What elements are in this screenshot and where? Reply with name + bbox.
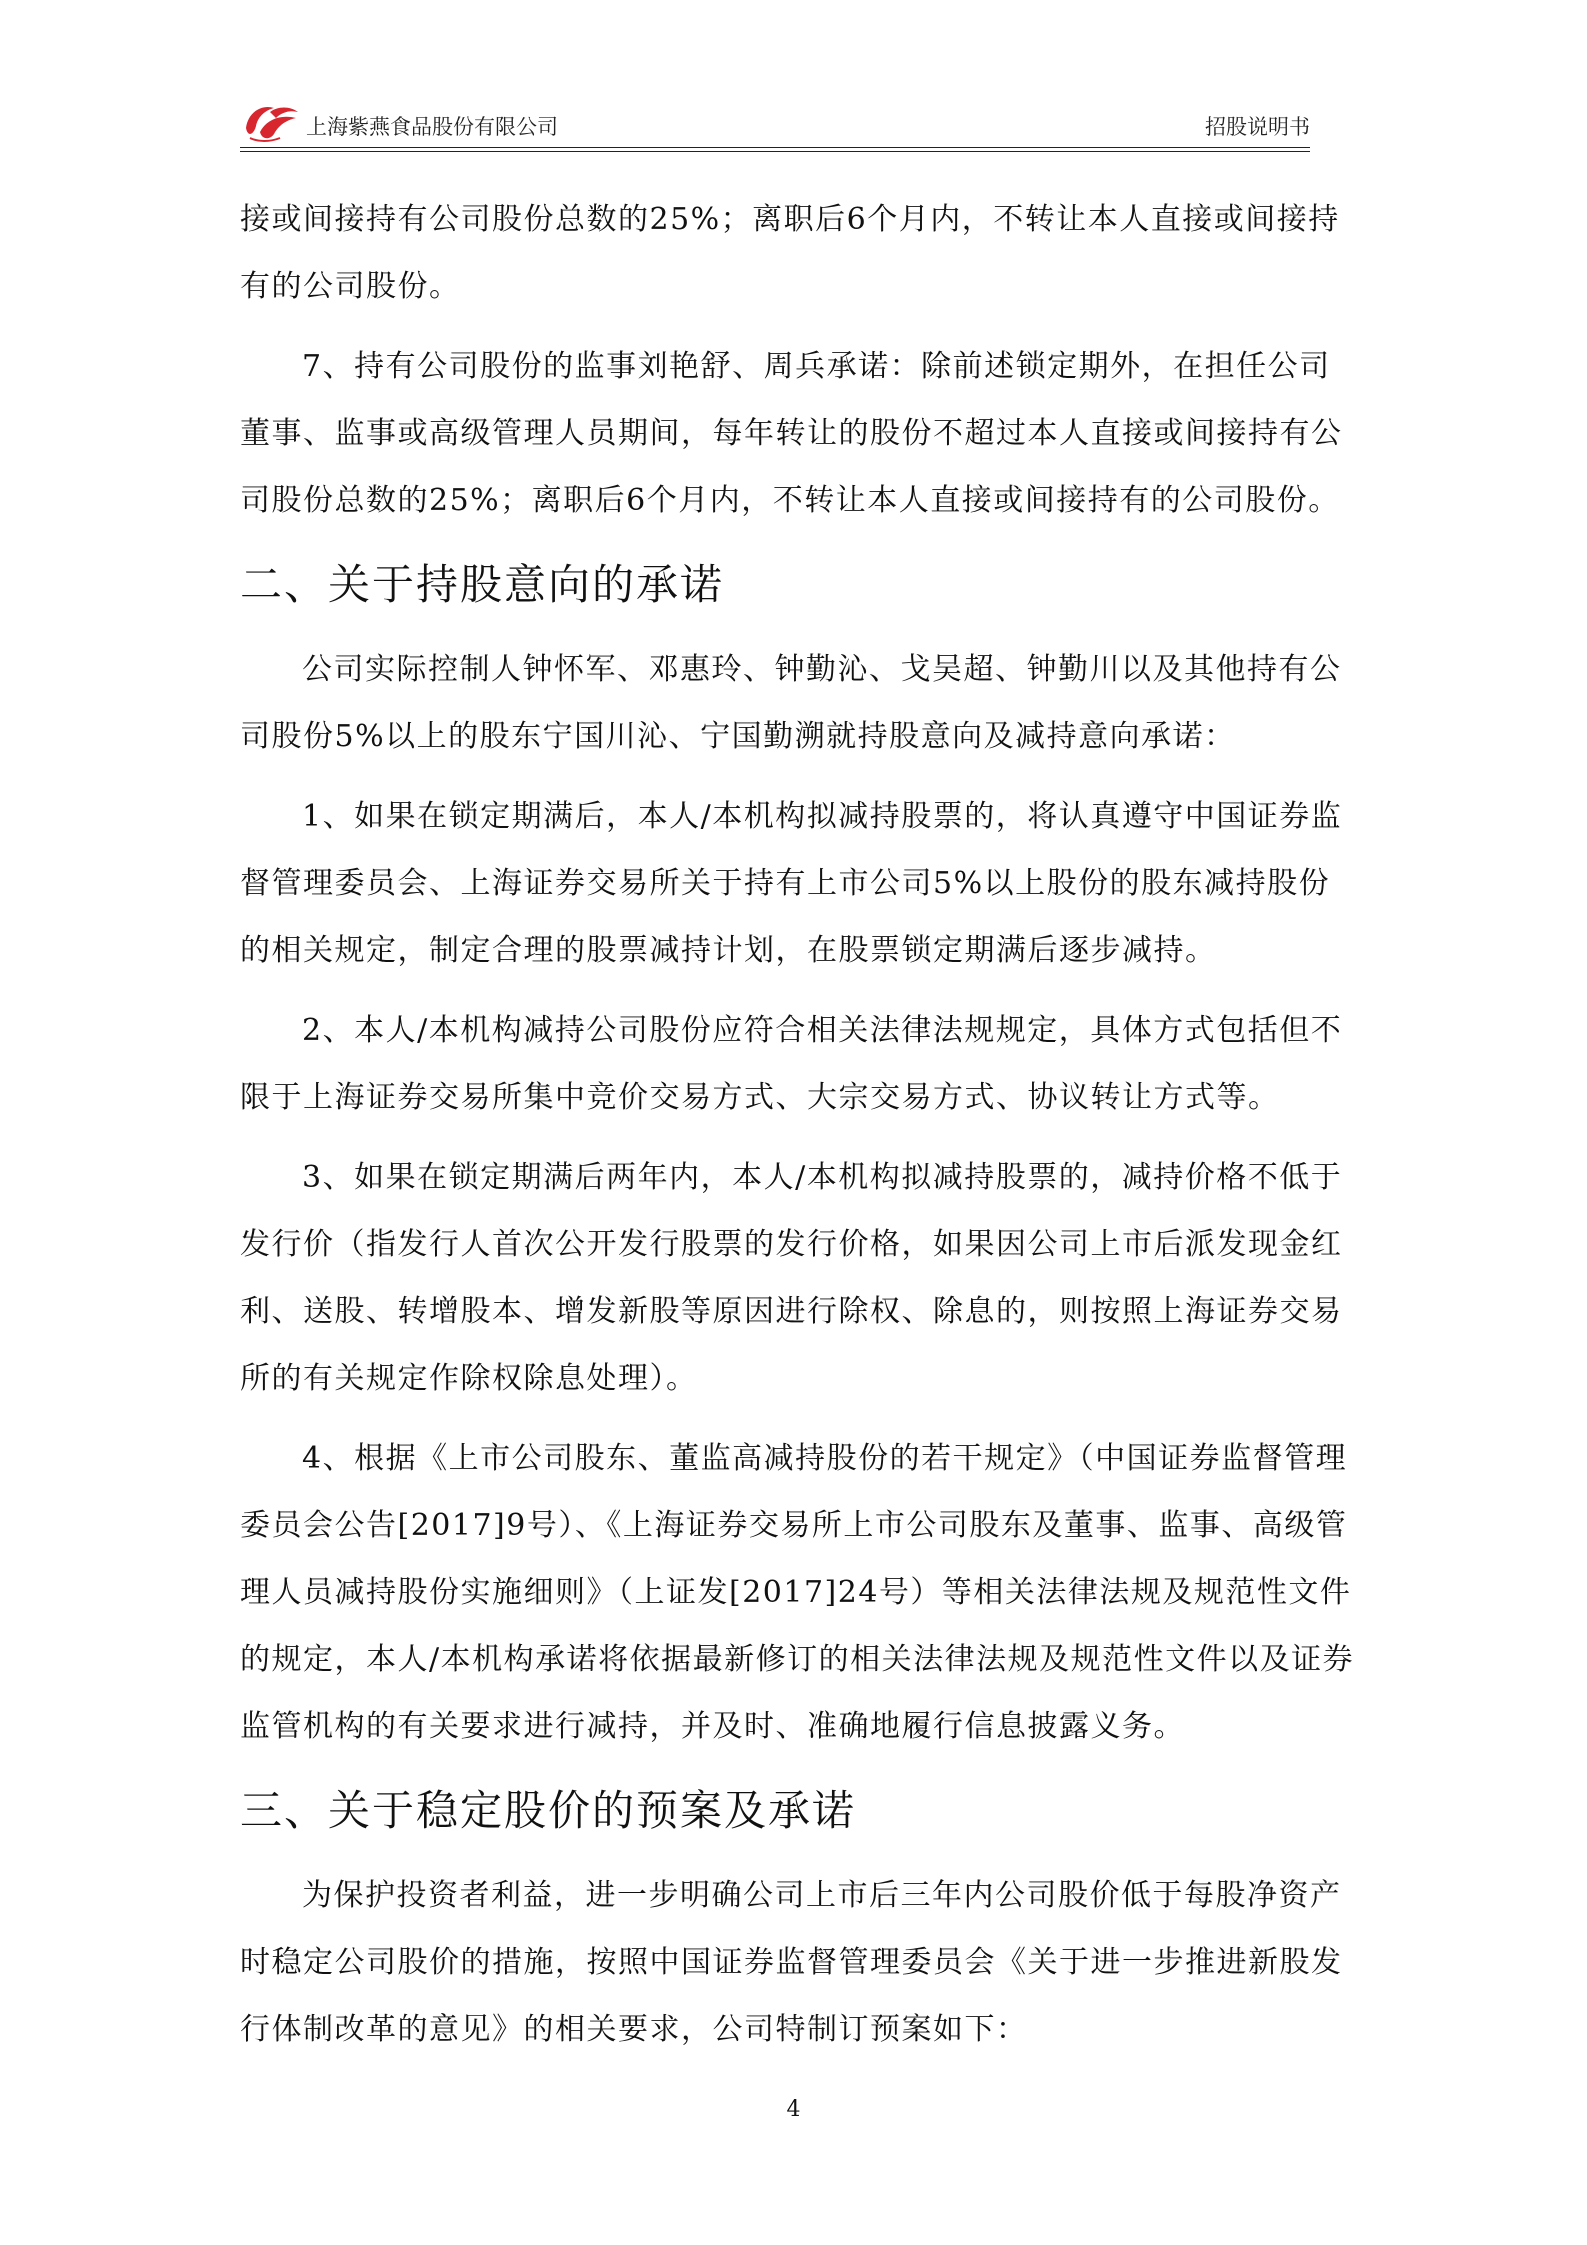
section-heading-3: 三、关于稳定股价的预案及承诺 bbox=[240, 1786, 857, 1835]
header-rule-thick bbox=[240, 147, 1310, 148]
company-name: 上海紫燕食品股份有限公司 bbox=[306, 115, 558, 139]
paragraph-5: 2、本人/本机构减持公司股份应符合相关法律法规规定，具体方式包括但不限于上海证券交易所集中竞价交易方式、大宗交易方式、协议转让方式等。 bbox=[240, 1013, 1343, 1115]
page-content bbox=[240, 186, 1357, 2063]
paragraph-2: 7、持有公司股份的监事刘艳舒、周兵承诺：除前述锁定期外，在担任公司董事、监事或高级管理人员期间，每年转让的股份不超过本人直接或间接持有公司股份总数的25%；离职后6个月内，不转让本人直接或间接持有的公司股份。 bbox=[240, 349, 1343, 518]
paragraph-4: 1、如果在锁定期满后，本人/本机构拟减持股票的，将认真遵守中国证券监督管理委员会、上海证券交易所关于持有上市公司5%以上股份的股东减持股份的相关规定，制定合理的股票减持计划，在股票锁定期满后逐步减持。 bbox=[240, 799, 1343, 968]
paragraph-1: 接或间接持有公司股份总数的25%；离职后6个月内，不转让本人直接或间接持有的公司股份。 bbox=[240, 202, 1340, 304]
document-type: 招股说明书 bbox=[1205, 115, 1310, 139]
page-number: 4 bbox=[786, 2097, 801, 2122]
swallow-logo-icon bbox=[240, 98, 304, 144]
header-rule-thin bbox=[240, 151, 1310, 152]
paragraph-7: 4、根据《上市公司股东、董监高减持股份的若干规定》（中国证券监督管理委员会公告[2017]9号）、《上海证券交易所上市公司股东及董事、监事、高级管理人员减持股份实施细则》（上证发[2017]24号）等相关法律法规及规范性文件的规定，本人/本机构承诺将依据最新修订的相关法律法规及规范性文件以及证券监管机构的有关要求进行减持，并及时、准确地履行信息披露义务。 bbox=[240, 1441, 1355, 1744]
paragraph-3: 公司实际控制人钟怀军、邓惠玲、钟勤沁、戈吴超、钟勤川以及其他持有公司股份5%以上的股东宁国川沁、宁国勤溯就持股意向及减持意向承诺： bbox=[240, 652, 1342, 754]
paragraph-8: 为保护投资者利益，进一步明确公司上市后三年内公司股价低于每股净资产时稳定公司股价的措施，按照中国证券监督管理委员会《关于进一步推进新股发行体制改革的意见》的相关要求，公司特制订预案如下： bbox=[240, 1878, 1343, 2047]
page-header bbox=[240, 98, 1310, 146]
section-heading-2: 二、关于持股意向的承诺 bbox=[240, 560, 725, 609]
paragraph-6: 3、如果在锁定期满后两年内，本人/本机构拟减持股票的，减持价格不低于发行价（指发行人首次公开发行股票的发行价格，如果因公司上市后派发现金红利、送股、转增股本、增发新股等原因进行除权、除息的，则按照上海证券交易所的有关规定作除权除息处理）。 bbox=[240, 1160, 1343, 1396]
